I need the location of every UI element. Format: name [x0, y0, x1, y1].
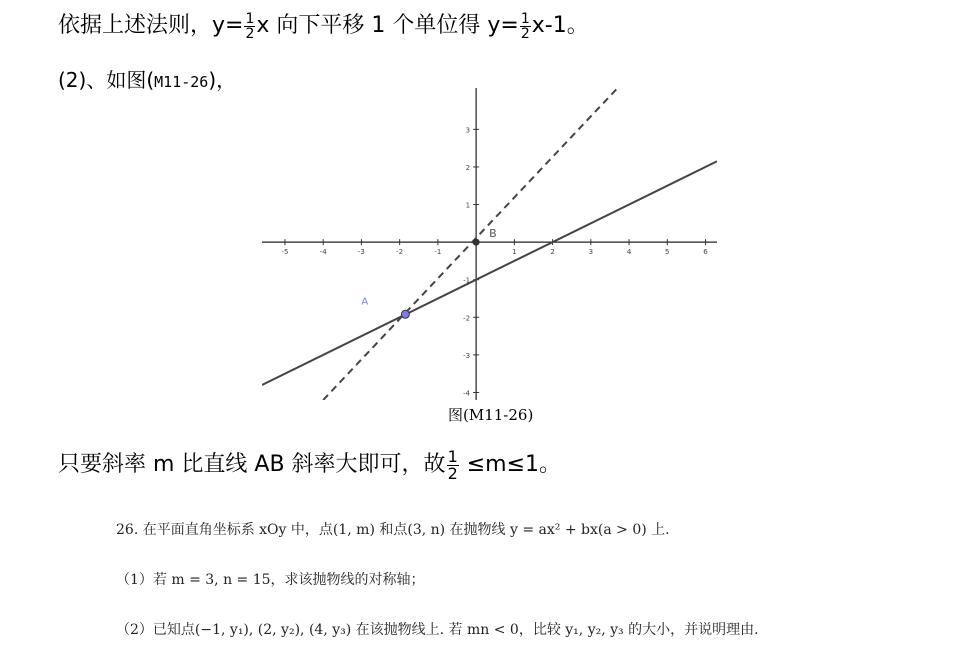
x-tick-label: -3 — [357, 248, 365, 257]
problem-26-stem: 26. 在平面直角坐标系 xOy 中，点(1, m) 和点(3, n) 在抛物线 y = ax² + bx(a > 0) 上. — [116, 522, 670, 538]
x-tick-label: 2 — [550, 248, 555, 257]
line2-suffix: )， — [208, 68, 237, 92]
coordinate-graph — [262, 88, 717, 400]
figure-reference: M11-26 — [154, 73, 209, 91]
figure-caption: 图(M11-26) — [448, 406, 534, 424]
x-tick-label: 6 — [703, 248, 708, 257]
graph-lines — [262, 88, 717, 400]
x-tick-label: -2 — [396, 248, 404, 257]
solid-line — [262, 161, 717, 385]
point-a-label: A — [361, 296, 369, 308]
x-tick-label: -4 — [319, 248, 327, 257]
x-tick-label: 1 — [512, 248, 517, 257]
y-tick-label: 3 — [465, 126, 471, 135]
dashed-line — [323, 88, 617, 400]
axes — [262, 88, 717, 400]
y-tick-label: -1 — [463, 276, 471, 285]
conclusion-line — [58, 447, 561, 482]
y-tick-label: 1 — [465, 201, 471, 210]
x-tick-label: 3 — [588, 248, 594, 257]
fraction-one-half — [520, 12, 531, 41]
statement-line-2 — [58, 64, 236, 93]
frac-numerator: 1 — [245, 10, 255, 27]
x-tick-label: -5 — [281, 248, 289, 257]
line2-prefix: (2)、如图( — [58, 68, 155, 92]
fraction-one-half — [447, 446, 459, 483]
line3-suffix: ≤m≤1。 — [459, 452, 562, 477]
y-tick-label: -4 — [463, 389, 471, 398]
axis-ticks — [281, 126, 708, 397]
point-b-label: B — [489, 227, 497, 241]
frac-denominator: 2 — [245, 25, 255, 42]
line3-prefix: 只要斜率 m 比直线 AB 斜率大即可，故 — [58, 452, 446, 477]
statement-line-1 — [58, 8, 589, 41]
point-b — [473, 239, 480, 246]
y-tick-label: -3 — [463, 351, 471, 360]
x-tick-label: 5 — [665, 248, 670, 257]
fraction-one-half — [244, 12, 255, 41]
problem-26-part-2: （2）已知点(−1, y₁), (2, y₂), (4, y₃) 在该抛物线上. 若 mn < 0，比较 y₁, y₂, y₃ 的大小，并说明理由. — [116, 622, 759, 638]
line1-suffix: x-1。 — [531, 13, 589, 38]
line1-middle: x 向下平移 1 个单位得 y= — [256, 13, 519, 38]
y-tick-label: -2 — [463, 314, 471, 323]
y-tick-label: 2 — [465, 163, 471, 172]
frac-numerator: 1 — [447, 446, 458, 466]
line1-prefix: 依据上述法则，y= — [58, 13, 244, 38]
frac-denominator: 2 — [520, 25, 530, 42]
x-tick-label: 4 — [626, 248, 632, 257]
point-a — [401, 310, 409, 318]
frac-numerator: 1 — [520, 10, 530, 27]
problem-26-part-1: （1）若 m = 3, n = 15，求该抛物线的对称轴； — [116, 572, 425, 588]
frac-denominator: 2 — [447, 463, 458, 483]
x-tick-label: -1 — [434, 248, 442, 257]
